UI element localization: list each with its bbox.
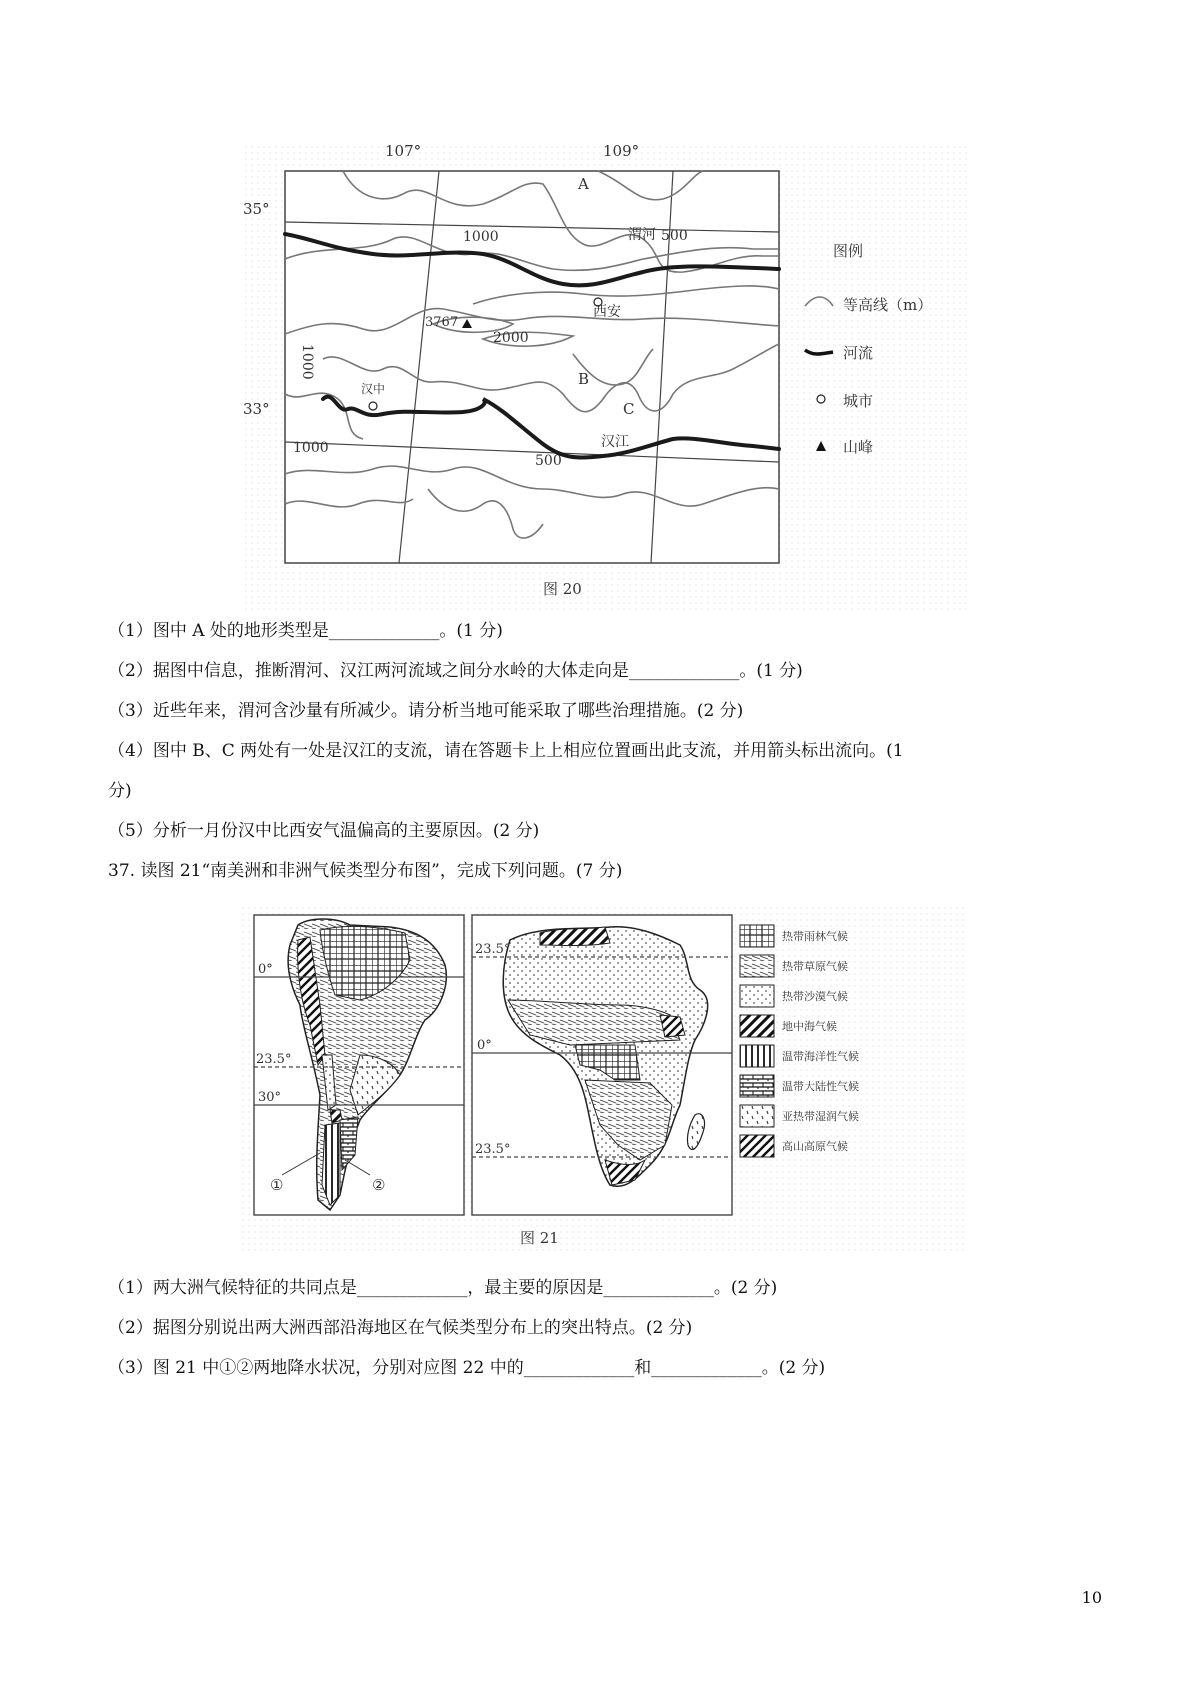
point-a: A <box>578 175 589 193</box>
page-number: 10 <box>1081 1588 1102 1607</box>
legend-label-oceanic: 温带海洋性气候 <box>782 1050 859 1063</box>
legend-city: 城市 <box>843 392 874 410</box>
af-lat-0: 0° <box>477 1038 492 1053</box>
legend-swatch-desert <box>740 985 774 1007</box>
africa-panel <box>472 915 732 1215</box>
point-c: C <box>623 400 635 418</box>
latitude-label-35: 35° <box>243 200 270 218</box>
legend-label-continental: 温带大陆性气候 <box>782 1080 859 1093</box>
marker-2: ② <box>372 1176 386 1194</box>
legend-label-highland: 高山高原气候 <box>782 1140 848 1153</box>
contour-label-2000: 2000 <box>493 330 529 346</box>
legend-title: 图例 <box>833 242 864 260</box>
south-america-panel <box>254 915 464 1215</box>
q36-part-1: （1）图中 A 处的地形类型是_____________。(1 分) <box>108 621 503 641</box>
sa-lat-0: 0° <box>258 962 273 977</box>
legend-label-rainforest: 热带雨林气候 <box>782 930 848 943</box>
contour-label-1000-vertical: 1000 <box>299 344 315 380</box>
legend-swatch-continental <box>740 1075 774 1097</box>
figure-20-map <box>243 144 970 612</box>
legend-swatch-savanna <box>740 955 774 977</box>
legend-label-savanna: 热带草原气候 <box>782 960 848 973</box>
figure-21-caption: 图 21 <box>520 1229 559 1247</box>
legend-contour: 等高线（m） <box>843 296 933 314</box>
legend-peak: 山峰 <box>843 438 874 456</box>
q36-part-4-cont: 分) <box>108 781 132 801</box>
q36-part-3: （3）近些年来，渭河含沙量有所减少。请分析当地可能采取了哪些治理措施。(2 分) <box>108 701 744 721</box>
legend-swatch-mediterranean <box>740 1015 774 1037</box>
figure-21-map <box>240 905 965 1255</box>
figure-21 <box>240 905 965 1255</box>
contour-label-500-south: 500 <box>535 453 562 469</box>
city-hanzhong-icon <box>369 402 377 410</box>
longitude-label-109: 109° <box>603 144 640 160</box>
q36-part-2: （2）据图中信息，推断渭河、汉江两河流域之间分水岭的大体走向是_____________。(1 分) <box>108 661 803 681</box>
legend-swatch-subtropical <box>740 1105 774 1127</box>
legend-label-subtropical: 亚热带湿润气候 <box>782 1110 859 1123</box>
contour-label-500-north: 500 <box>661 228 688 244</box>
city-legend-icon <box>817 395 825 403</box>
legend-label-desert: 热带沙漠气候 <box>782 990 848 1003</box>
point-b: B <box>578 370 590 388</box>
sa-oceanic <box>322 1123 340 1205</box>
river-label-weihe: 渭河 <box>628 227 656 243</box>
q37-part-2: （2）据图分别说出两大洲西部沿海地区在气候类型分布上的突出特点。(2 分) <box>108 1318 693 1338</box>
af-lat-23-5-s: 23.5° <box>475 1142 511 1157</box>
q37-part-3: （3）图 21 中①②两地降水状况，分别对应图 22 中的_____________和_____________。(2 分) <box>108 1358 826 1378</box>
legend-swatch-oceanic <box>740 1045 774 1067</box>
contour-label-1000-south: 1000 <box>293 440 329 456</box>
q37-title: 37. 读图 21“南美洲和非洲气候类型分布图”，完成下列问题。(7 分) <box>108 861 623 881</box>
contour-label-1000-north: 1000 <box>463 229 499 245</box>
city-label-xian: 西安 <box>593 304 621 320</box>
q36-part-4: （4）图中 B、C 两处有一处是汉江的支流，请在答题卡上上相应位置画出此支流，并用箭头标出流向。(1 <box>108 741 904 761</box>
peak-elevation: 3767 <box>425 315 459 330</box>
sa-lat-23-5: 23.5° <box>256 1052 292 1067</box>
legend-label-mediterranean: 地中海气候 <box>782 1020 837 1033</box>
q36-part-5: （5）分析一月份汉中比西安气温偏高的主要原因。(2 分) <box>108 821 540 841</box>
legend-swatch-rainforest <box>740 925 774 947</box>
legend-swatch-highland <box>740 1135 774 1157</box>
figure-20 <box>243 144 970 612</box>
latitude-label-33: 33° <box>243 400 270 418</box>
legend-river: 河流 <box>843 344 874 362</box>
city-label-hanzhong: 汉中 <box>361 382 386 396</box>
longitude-label-107: 107° <box>385 144 422 160</box>
af-lat-23-5-n: 23.5° <box>475 942 511 957</box>
marker-1: ① <box>270 1176 284 1194</box>
river-label-hanjiang: 汉江 <box>601 434 629 450</box>
sa-lat-30: 30° <box>258 1090 282 1105</box>
figure-20-caption: 图 20 <box>543 580 582 598</box>
q37-part-1: （1）两大洲气候特征的共同点是_____________，最主要的原因是_____________。(2 分) <box>108 1278 778 1298</box>
